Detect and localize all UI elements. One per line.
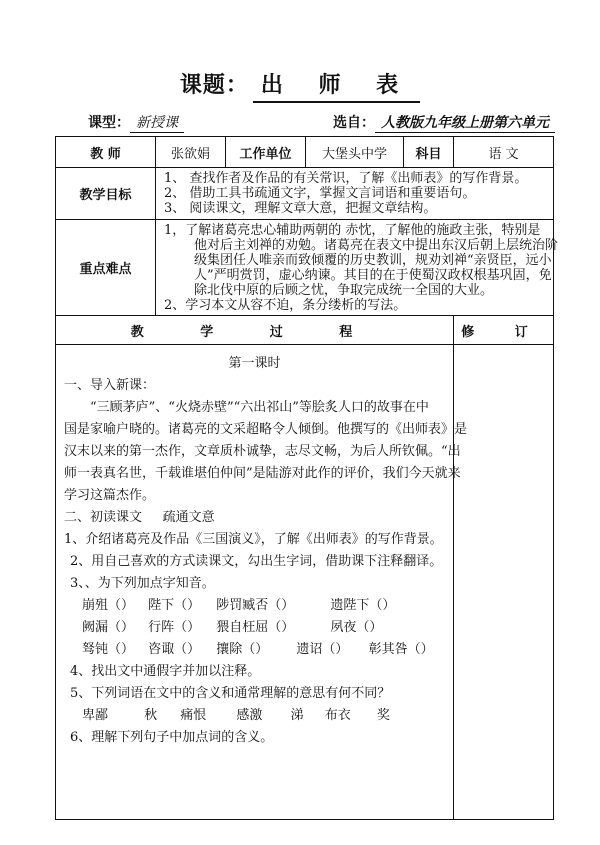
step-2: 2、用自己喜欢的方式读课文，勾出生字词，借助课下注释翻译。 [70, 554, 443, 569]
process-body-row [56, 345, 554, 820]
key-point-line: 级集团任人唯亲而致倾覆的历史教训，规劝刘禅“亲贤臣，远小 [194, 252, 552, 268]
pinyin-row [64, 639, 445, 661]
word-list [64, 705, 445, 727]
process-header-row [56, 316, 554, 345]
unit-label: 工作单位 [226, 137, 306, 168]
process-header: 教 学 过 程 [56, 316, 454, 345]
revision-cell [454, 345, 554, 820]
word-item: 卑鄙 [82, 708, 109, 723]
goals-row [56, 168, 554, 220]
pinyin-item: 遗诏（） [296, 642, 349, 657]
lesson-source-label: 选自： [333, 115, 375, 131]
step-1: 1、介绍诸葛亮及作品《三国演义》，了解《出师表》的写作背景。 [64, 532, 443, 547]
key-point-line: 人”严明赏罚，虚心纳谏。其目的在于使蜀汉政权根基巩固，免 [194, 267, 552, 283]
pinyin-item: 陟罚臧否（） [216, 598, 295, 613]
step-6: 6、理解下列句子中加点词的含义。 [70, 730, 274, 745]
word-item: 涕 [290, 708, 304, 723]
intro-line: 师一表真名世，千载谁堪伯仲间”是陆游对此作的评价，我们今天就来 [64, 466, 461, 481]
subject-label: 科目 [404, 137, 454, 168]
word-item: 感激 [236, 708, 263, 723]
key-points-row [56, 220, 554, 316]
key-point-line: 1，了解诸葛亮忠心辅助两朝的 赤忱，了解他的施政主张，特别是 [164, 222, 541, 238]
step-4: 4、找出文中通假字并加以注释。 [70, 664, 261, 679]
word-item: 布衣 [324, 708, 351, 723]
lesson-source [333, 112, 555, 132]
intro-line: “三顾茅庐”、“火烧赤壁”“六出祁山”等脍炙人口的故事在中 [90, 400, 429, 415]
pinyin-item: 夙夜（） [330, 620, 383, 635]
goal-item: 1、 查找作者及作品的有关常识，了解《出师表》的写作背景。 [164, 171, 528, 186]
teacher-label: 教 师 [56, 137, 156, 168]
section-2-title: 二、初读课文 疏通文意 [64, 510, 215, 525]
word-item: 痛恨 [180, 708, 207, 723]
goals-label: 教学目标 [56, 168, 156, 220]
pinyin-item: 阙漏（） [82, 620, 135, 635]
pinyin-item: 崩殂（） [82, 598, 135, 613]
intro-line: 学习这篇杰作。 [64, 488, 156, 503]
lesson-plan-table [55, 136, 559, 820]
session-title: 第一课时 [228, 356, 281, 371]
step-5: 5、下列词语在文中的含义和通常理解的意思有何不同？ [70, 686, 391, 701]
teacher-value: 张欲娟 [156, 137, 226, 168]
goals-list [156, 168, 554, 220]
pinyin-item: 驽钝（） [82, 642, 135, 657]
goal-item: 3、 阅读课文，理解文章大意，把握文章结构。 [164, 201, 437, 216]
lesson-source-value: 人教版九年级上册第六单元 [375, 115, 555, 133]
lesson-type [88, 112, 184, 132]
pinyin-item: 陛下（） [148, 598, 201, 613]
lesson-type-value: 新授课 [130, 115, 184, 133]
pinyin-row [64, 617, 445, 639]
step-3: 3、、为下列加点字知音。 [70, 576, 215, 591]
title-value: 出 师 表 [253, 68, 420, 103]
process-body [56, 345, 468, 820]
word-item: 奖 [376, 708, 390, 723]
info-row [56, 137, 554, 168]
section-1-title: 一、导入新课： [64, 378, 156, 393]
goal-item: 2、 借助工具书疏通文字，掌握文言词语和重要语句。 [164, 186, 476, 201]
title-label: 课题： [179, 72, 249, 98]
key-point-line: 除北伐中原的后顾之忧，争取完成统一全国的大业。 [194, 282, 494, 298]
key-points-text [156, 220, 559, 316]
key-point-line: 他对后主刘禅的劝勉。诸葛亮在表文中提出东汉后朝上层统治阶 [194, 237, 559, 253]
lesson-title [0, 68, 600, 103]
pinyin-item: 彰其咎（） [368, 642, 434, 657]
pinyin-item: 行阵（） [148, 620, 201, 635]
lesson-type-label: 课型： [88, 115, 130, 131]
key-points-label: 重点难点 [56, 220, 156, 316]
pinyin-item: 猥自枉屈（） [216, 620, 295, 635]
intro-line: 国是家喻户晓的。诸葛亮的文采超略令人倾倒。他撰写的《出师表》是 [64, 422, 468, 437]
pinyin-row [64, 595, 445, 617]
pinyin-item: 咨诹（） [148, 642, 201, 657]
word-item: 秋 [144, 708, 158, 723]
key-point-line: 2、学习本文从容不迫，条分缕析的写法。 [164, 297, 407, 313]
pinyin-item: 遗陛下（） [330, 598, 396, 613]
pinyin-item: 攘除（） [216, 642, 269, 657]
revision-header: 修 订 [454, 316, 554, 345]
unit-value: 大堡头中学 [306, 137, 404, 168]
subject-value: 语 文 [454, 137, 554, 168]
intro-line: 汉末以来的第一杰作，文章质朴诚挚，志尽文畅，为后人所钦佩。“出 [64, 444, 461, 459]
